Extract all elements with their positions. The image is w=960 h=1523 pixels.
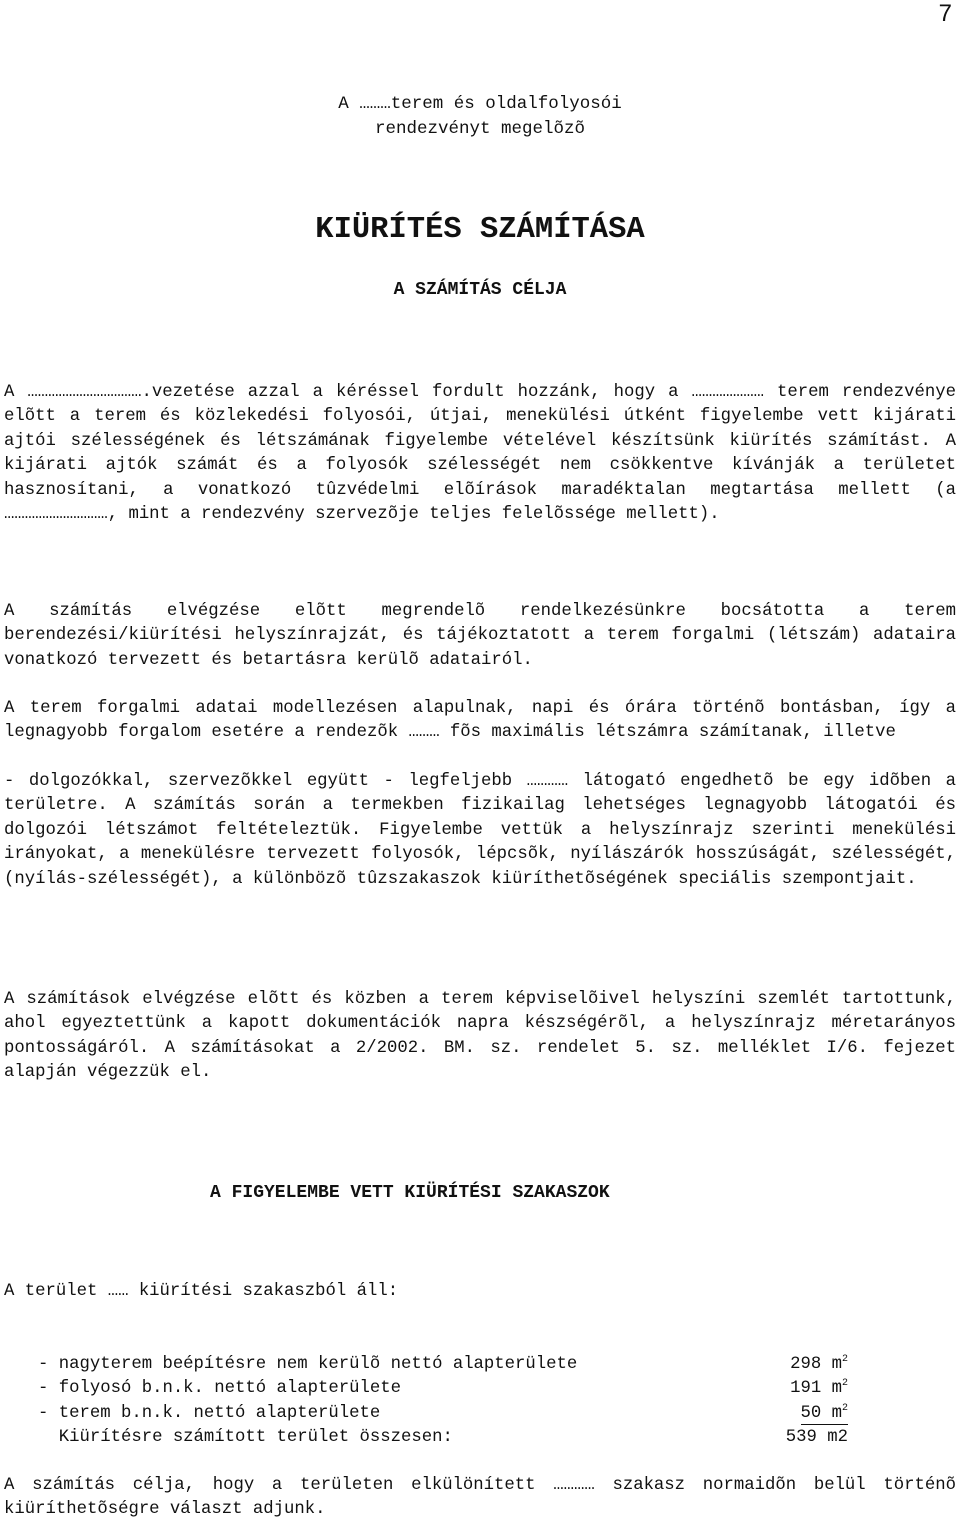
section-heading-evacuation-sections: A FIGYELEMBE VETT KIÜRÍTÉSI SZAKASZOK xyxy=(210,1183,610,1203)
page-number: 7 xyxy=(938,0,952,27)
area-list xyxy=(38,1353,858,1451)
paragraph-traffic-data: A terem forgalmi adatai modellezésen alapulnak, napi és órára történõ bontásban, így a legnagyobb forgalom esetére a rendezõk ……… fõs maximális létszámra számítanak, illetve xyxy=(4,699,956,743)
paragraph-traffic-data-cont: - dolgozókkal, szervezõkkel együtt - legfeljebb ………… látogató engedhetõ be egy idõben a területre. A számítás során a termekben fizikailag lehetséges legnagyobb látogatói és dolgozói létszámot feltételeztük. Figyelembe vettük a helyszínrajz szerinti menekülési irányokat, a menekülésre tervezett folyosók, lépcsõk, nyílászárók hosszúságát, szélességét, (nyílás-szélességét), a különbözõ tûzszakaszok kiüríthetõségének speciális szempontjait. xyxy=(4,772,956,889)
area-label: - folyosó b.n.k. nettó alapterülete xyxy=(38,1379,401,1399)
paragraph-site-visit: A számítások elvégzése elõtt és közben a terem képviselõivel helyszíni szemlét tartottunk, ahol egyeztettünk a kapott dokumentációk napra készségérõl, a helyszínrajz méretarányos pontosságáról. A számításokat a 2/2002. BM. sz. rendelet 5. sz. melléklet I/6. fejezet alapján végezzük el. xyxy=(4,990,956,1083)
area-total-value: 539 m2 xyxy=(785,1428,848,1448)
area-value: 50 $m^2$ xyxy=(800,1402,848,1423)
area-value: 191 $m^2$ xyxy=(790,1378,848,1399)
area-label: - nagyterem beépítésre nem kerülõ nettó alapterülete xyxy=(38,1355,578,1374)
area-label: - terem b.n.k. nettó alapterülete xyxy=(38,1403,381,1423)
document-title: KIÜRÍTÉS SZÁMÍTÁSA xyxy=(315,213,645,247)
area-list-item xyxy=(38,1402,858,1426)
section-heading-purpose: A SZÁMÍTÁS CÉLJA xyxy=(393,280,567,300)
area-value: 298 $m^2$ xyxy=(790,1354,848,1374)
header-line-1: A ………terem és oldalfolyosói xyxy=(338,94,622,114)
area-total-row xyxy=(38,1426,858,1450)
area-total-label: Kiürítésre számított terület összesen: xyxy=(38,1428,453,1448)
area-intro: A terület …… kiürítési szakaszból áll: xyxy=(4,1282,399,1301)
paragraph-documents: A számítás elvégzése elõtt megrendelõ rendelkezésünkre bocsátotta a terem berendezési/kiürítési helyszínrajzát, és tájékoztatott a terem forgalmi (létszám) adataira vonatkozó tervezett és betartásra kerülõ adatairól. xyxy=(4,602,956,670)
area-list-item xyxy=(38,1377,858,1401)
area-list-item xyxy=(38,1353,858,1377)
header-line-2: rendezvényt megelõzõ xyxy=(374,119,586,139)
paragraph-request: A …………………………….vezetése azzal a kéréssel fordult hozzánk, hogy a ………………… terem rendezvénye elõtt a terem és közlekedési folyosói, útjai, menekülési útként figyelembe vett kijárati ajtói szélességének és létszámának figyelembe vételével készítsünk kiürítés számítást. A kijárati ajtók számát és a folyosók szélességét nem csökkentve kívánják a területet hasznosítani, a vonatkozó tûzvédelmi elõírások maradéktalan megtartása mellett (a …………………………, mint a rendezvény szervezõje teljes felelõssége mellett). xyxy=(4,383,956,525)
paragraph-closing: A számítás célja, hogy a területen elkülönített ………… szakasz normaidõn belül történõ kiüríthetõségre választ adjunk. xyxy=(4,1476,956,1520)
